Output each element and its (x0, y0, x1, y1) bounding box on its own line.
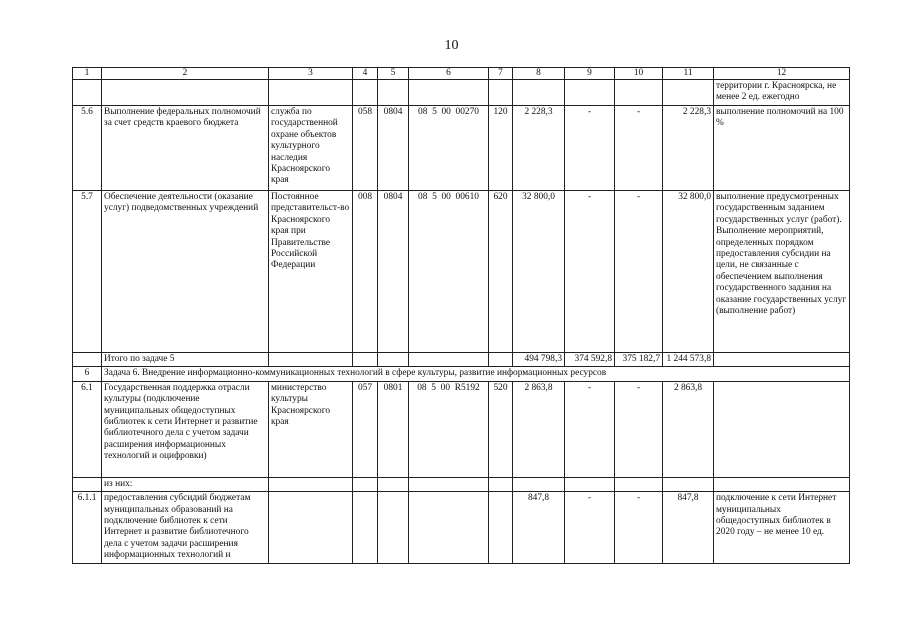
item-amount-8: 2 228,3 (513, 106, 565, 191)
subtotal-total: 1 244 573,8 (663, 353, 714, 367)
header-cell: 3 (269, 68, 353, 80)
item-agency: министерство культуры Красноярского края (269, 381, 353, 477)
item-amount-9: - (565, 106, 615, 191)
header-cell: 4 (353, 68, 378, 80)
item-amount-8: 847,8 (513, 492, 565, 564)
item-amount-10: - (615, 381, 663, 477)
item-result: подключение к сети Интернет муниципальных общедоступных библиотек в 2020 году – не менее 10 ед. (714, 492, 850, 564)
item-code-csr: 08 5 00 00610 (409, 191, 489, 353)
item-amount-10: - (615, 106, 663, 191)
column-number-row (73, 68, 850, 80)
subtotal-amount-8: 494 798,3 (513, 353, 565, 367)
item-name: Обеспечение деятельности (оказание услуг) подведомственных учреждений (102, 191, 269, 353)
item-number: 6.1.1 (73, 492, 102, 564)
table-row (73, 477, 850, 491)
item-code-rzpr: 0804 (378, 191, 409, 353)
item-name: Государственная поддержка отрасли культуры (подключение муниципальных общедоступных библиотек к сети Интернет и развитие библиотечного дела с учетом задачи расширения информационных технологий и оцифровки) (102, 381, 269, 477)
item-amount-9: - (565, 191, 615, 353)
item-total: 32 800,0 (663, 191, 714, 353)
item-code-rzpr: 0801 (378, 381, 409, 477)
item-code-vr: 120 (489, 106, 513, 191)
item-amount-10: - (615, 492, 663, 564)
item-code-csr: 08 5 00 00270 (409, 106, 489, 191)
item-result (714, 381, 850, 477)
item-code-grbs: 057 (353, 381, 378, 477)
header-cell: 5 (378, 68, 409, 80)
item-code-rzpr: 0804 (378, 106, 409, 191)
item-total: 2 863,8 (663, 381, 714, 477)
item-number: 5.6 (73, 106, 102, 191)
item-number: 6.1 (73, 381, 102, 477)
header-cell: 7 (489, 68, 513, 80)
result-cell: территории г. Красноярска, не менее 2 ед. ежегодно (714, 80, 850, 106)
item-code-vr: 520 (489, 381, 513, 477)
item-result: выполнение предусмотренных государственным заданием государственных услуг (работ). Выполнение мероприятий, определенных порядком предоставления субсидии на цели, не связанные с обеспечением выполнения государственного задания на оказание государственных услуг (выполнение работ) (714, 191, 850, 353)
item-code-grbs: 008 (353, 191, 378, 353)
header-cell: 10 (615, 68, 663, 80)
subtotal-row (73, 353, 850, 367)
header-cell: 9 (565, 68, 615, 80)
item-name: Выполнение федеральных полномочий за счет средств краевого бюджета (102, 106, 269, 191)
task-heading-row (73, 367, 850, 381)
item-amount-10: - (615, 191, 663, 353)
item-result: выполнение полномочий на 100 % (714, 106, 850, 191)
page-number: 10 (444, 38, 459, 53)
budget-table (72, 67, 850, 564)
item-agency: служба по государственной охране объектов культурного наследия Красноярского края (269, 106, 353, 191)
subtotal-amount-10: 375 182,7 (615, 353, 663, 367)
item-amount-9: - (565, 492, 615, 564)
table-row (73, 492, 850, 564)
sub-label: из них: (102, 477, 269, 491)
header-cell: 11 (663, 68, 714, 80)
subtotal-label: Итого по задаче 5 (102, 353, 269, 367)
header-cell: 8 (513, 68, 565, 80)
table-row (73, 80, 850, 106)
subtotal-amount-9: 374 592,8 (565, 353, 615, 367)
header-cell: 12 (714, 68, 850, 80)
item-total: 847,8 (663, 492, 714, 564)
item-amount-8: 32 800,0 (513, 191, 565, 353)
item-agency: Постоянное представительст-во Красноярского края при Правительстве Российской Федерации (269, 191, 353, 353)
item-name: предоставления субсидий бюджетам муниципальных образований на подключение библиотек к сети Интернет и развитие библиотечного дела с учетом задачи расширения информационных технологий и (102, 492, 269, 564)
header-cell: 2 (102, 68, 269, 80)
table-row (73, 381, 850, 477)
table-row (73, 106, 850, 191)
item-total: 2 228,3 (663, 106, 714, 191)
task-title: Задача 6. Внедрение информационно-коммуникационных технологий в сфере культуры, развитие информационных ресурсов (102, 367, 850, 381)
item-code-csr: 08 5 00 R5192 (409, 381, 489, 477)
task-number: 6 (73, 367, 102, 381)
item-code-vr: 620 (489, 191, 513, 353)
item-amount-9: - (565, 381, 615, 477)
header-cell: 6 (409, 68, 489, 80)
item-code-grbs: 058 (353, 106, 378, 191)
item-amount-8: 2 863,8 (513, 381, 565, 477)
header-cell: 1 (73, 68, 102, 80)
item-number: 5.7 (73, 191, 102, 353)
table-row (73, 191, 850, 353)
